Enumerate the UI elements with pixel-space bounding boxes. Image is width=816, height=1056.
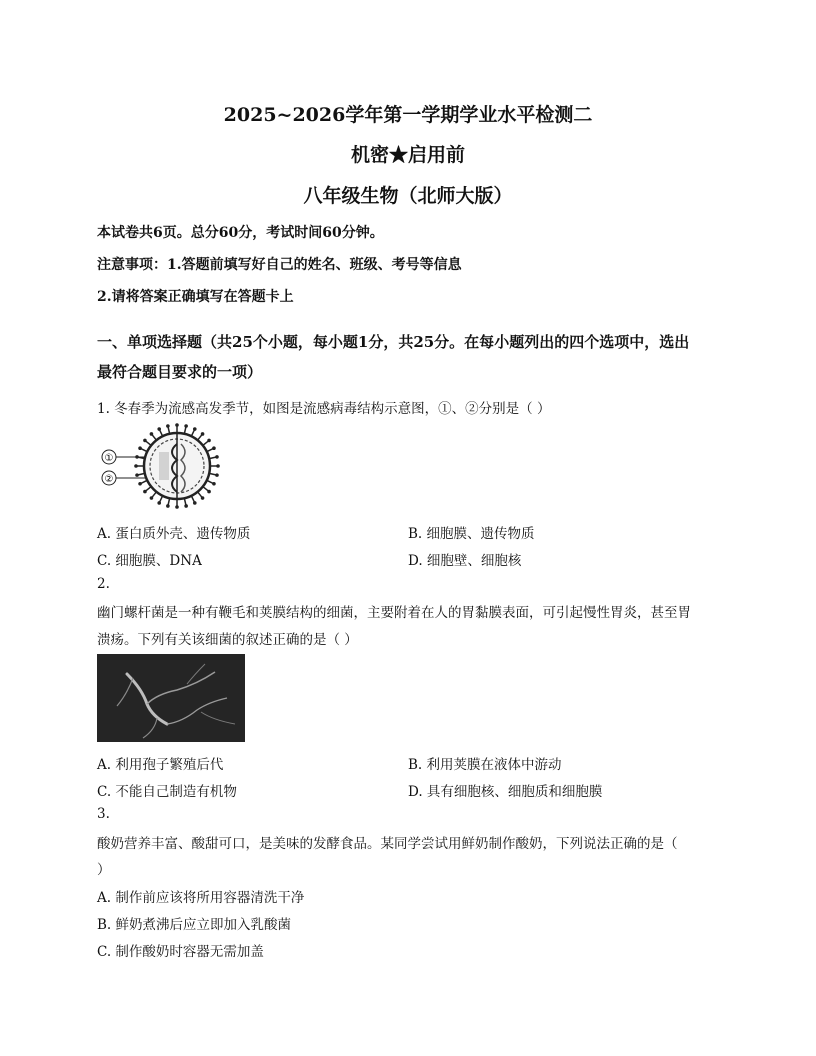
q2-option-a[interactable]: A. 利用孢子繁殖后代 bbox=[97, 757, 224, 773]
secret-label: 机密★启用前 bbox=[350, 144, 465, 166]
q2-option-b[interactable]: B. 利用荚膜在液体中游动 bbox=[408, 757, 562, 773]
q1-option-b[interactable]: B. 细胞膜、遗传物质 bbox=[408, 526, 535, 542]
exam-title: 2025~2026学年第一学期学业水平检测二 bbox=[223, 104, 593, 126]
virus-spike-tip bbox=[193, 427, 197, 431]
question-2-line-2: 溃疡。下列有关该细菌的叙述正确的是（ ） bbox=[97, 632, 358, 648]
virus-spike-tip bbox=[135, 455, 139, 459]
virus-spike-tip bbox=[150, 432, 154, 436]
q3-option-a[interactable]: A. 制作前应该将所用容器清洗干净 bbox=[97, 890, 305, 906]
virus-spike-tip bbox=[143, 490, 147, 494]
q1-option-c[interactable]: C. 细胞膜、DNA bbox=[97, 553, 202, 569]
virus-spike-tip bbox=[215, 455, 219, 459]
q3-option-c[interactable]: C. 制作酸奶时容器无需加盖 bbox=[97, 944, 264, 960]
q2-option-c[interactable]: C. 不能自己制造有机物 bbox=[97, 784, 237, 800]
virus-spike-tip bbox=[201, 496, 205, 500]
virus-spike-tip bbox=[166, 504, 170, 508]
virus-spike-tip bbox=[184, 504, 188, 508]
virus-spike-tip bbox=[175, 505, 179, 509]
virus-spike-tip bbox=[150, 496, 154, 500]
virus-structure-figure bbox=[97, 422, 227, 510]
virus-spike-tip bbox=[216, 464, 220, 468]
virus-spike-tip bbox=[166, 424, 170, 428]
virus-spike-tip bbox=[157, 501, 161, 505]
question-3-line-2: ） bbox=[97, 862, 111, 878]
virus-spike-tip bbox=[143, 439, 147, 443]
q1-option-d[interactable]: D. 细胞壁、细胞核 bbox=[408, 553, 522, 569]
question-3-number: 3. bbox=[97, 806, 110, 822]
virus-spike-tip bbox=[138, 482, 142, 486]
question-3-line-1: 酸奶营养丰富、酸甜可口，是美味的发酵食品。某同学尝试用鲜奶制作酸奶，下列说法正确的是（ bbox=[97, 836, 678, 852]
figure-label-1: ① bbox=[104, 453, 114, 464]
bacteria-micrograph bbox=[97, 654, 245, 742]
virus-spike-tip bbox=[207, 490, 211, 494]
q2-option-d[interactable]: D. 具有细胞核、细胞质和细胞膜 bbox=[408, 784, 603, 800]
info-line-1: 本试卷共6页。总分60分，考试时间60分钟。 bbox=[97, 225, 384, 241]
figure-label-2: ② bbox=[104, 474, 114, 485]
virus-spike-tip bbox=[212, 446, 216, 450]
q1-option-a[interactable]: A. 蛋白质外壳、遗传物质 bbox=[97, 526, 251, 542]
info-line-2: 注意事项：1.答题前填写好自己的姓名、班级、考号等信息 bbox=[97, 257, 462, 273]
question-1-text: 1. 冬春季为流感高发季节，如图是流感病毒结构示意图，①、②分别是（ ） bbox=[97, 401, 551, 417]
info-line-3: 2.请将答案正确填写在答题卡上 bbox=[97, 289, 294, 305]
virus-spike-tip bbox=[184, 424, 188, 428]
virus-spike-tip bbox=[135, 473, 139, 477]
virus-spike-tip bbox=[134, 464, 138, 468]
section-heading-line-1: 一、单项选择题（共25个小题，每小题1分，共25分。在每小题列出的四个选项中，选出 bbox=[97, 333, 690, 351]
subject-title: 八年级生物（北师大版） bbox=[303, 185, 513, 207]
virus-spike-tip bbox=[175, 423, 179, 427]
virus-spike-tip bbox=[215, 473, 219, 477]
virus-spike-tip bbox=[201, 432, 205, 436]
question-2-line-1: 幽门螺杆菌是一种有鞭毛和荚膜结构的细菌，主要附着在人的胃黏膜表面，可引起慢性胃炎，甚至胃 bbox=[97, 605, 691, 621]
q3-option-b[interactable]: B. 鲜奶煮沸后应立即加入乳酸菌 bbox=[97, 917, 292, 933]
virus-spike-tip bbox=[157, 427, 161, 431]
virus-spike-tip bbox=[212, 482, 216, 486]
section-heading-line-2: 最符合题目要求的一项） bbox=[97, 363, 263, 381]
virus-spike-tip bbox=[138, 446, 142, 450]
virus-spike-tip bbox=[207, 439, 211, 443]
question-2-number: 2. bbox=[97, 576, 110, 592]
virus-spike-tip bbox=[193, 501, 197, 505]
